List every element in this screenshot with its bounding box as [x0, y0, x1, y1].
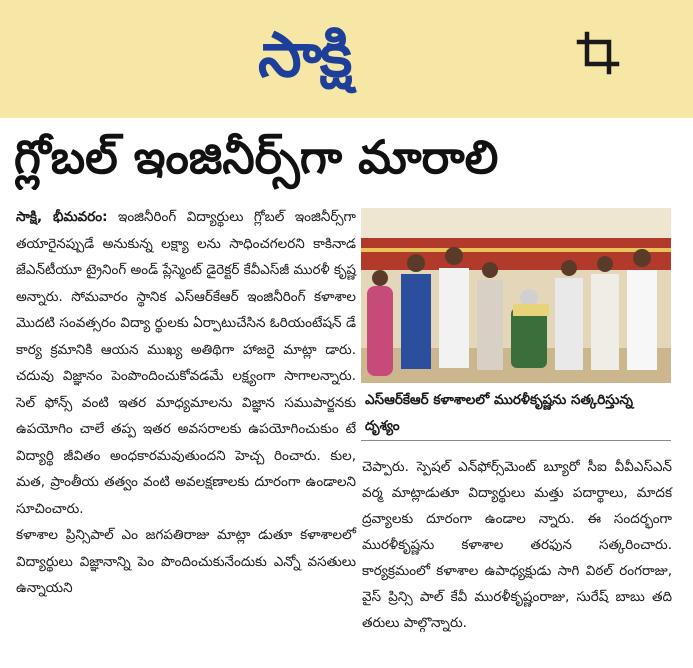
- article-paragraph-1-text: ఇంజినీరింగ్ విద్యార్థులు గ్లోబల్ ఇంజినీర్స్‌గా తయారైనప్పుడే అనుకున్న లక్ష్యా లను సాధించగలరని కాకినాడ జేఎన్‌టీయూ ట్రైనింగ్ అండ్ ప్లేస్మెంట్ డైరెక్టర్ కేవీఎస్‌జీ మురళీ కృష్ణ అన్నారు. సోమవారం స్థానిక ఎస్‌ఆర్‌కేఆర్ ఇంజినీరింగ్ కళాశాల మొదటి సంవత్సరం విద్యా ర్థులకు ఏర్పాటుచేసిన ఓరియంటేషన్ డే కార్య క్రమానికి ఆయన ముఖ్య అతిథిగా హాజరై మాట్లా డారు. చదువు విజ్ఞానం పెంపొందించుకోవడమే లక్ష్యంగా సాగాలన్నారు. సెల్ ఫోన్స్ వంటి ఇతర మాధ్యమాలను విజ్ఞాన సముపార్జనకు ఉపయోగిం చాలే తప్ప ఇతర అవసరాలకు ఉపయోగించుకుం టే విద్యార్థి జీవితం అంధకారమవుతుందని హెచ్చ రించారు. కుల, మత, ప్రాంతీయ తత్వం వంటి అవలక్షణాలకు దూరంగా ఉండాలని సూచించారు.: [16, 209, 356, 517]
- photo-caption: ఎస్‌ఆర్‌కేఆర్ కళాశాలలో మురళీకృష్ణను సత్కరిస్తున్న దృశ్యం: [361, 385, 671, 441]
- article-headline: గ్లోబల్ ఇంజినీర్స్‌గా మారాలి: [14, 130, 499, 184]
- newspaper-logo: సాక్షి: [258, 18, 351, 91]
- crop-icon[interactable]: [575, 30, 621, 76]
- masthead: [0, 0, 693, 118]
- article-paragraph-1: [16, 204, 356, 522]
- article-photo: [361, 208, 671, 383]
- photo-illustration: [361, 208, 671, 383]
- article-left-column: [16, 204, 356, 602]
- article-right-column: [362, 454, 672, 636]
- article-paragraph-2: కళాశాల ప్రిన్సిపాల్ ఎం జగపతిరాజు మాట్లా డుతూ కళాశాలలో విద్యార్థులు విజ్ఞానాన్ని పెం పొందించుకునేందుకు ఎన్నో వసతులు ఉన్నాయని: [16, 527, 356, 596]
- article-paragraph-3: చెప్పారు. స్పెషల్ ఎన్‌ఫోర్స్‌మెంట్ బ్యూరో సీఐ వీవీఎస్ఎన్ వర్మ మాట్లాడుతూ విద్యార్థులు మత్తు పదార్థాలు, మాదక ద్రవ్యాలకు దూరంగా ఉండాల న్నారు. ఈ సందర్భంగా మురళీకృష్ణను కళాశాల తరఫున సత్కరించారు. కార్యక్రమంలో కళాశాల ఉపాధ్యక్షుడు సాగి విఠల్ రంగరాజు, వైస్ ప్రిన్సి పాల్ కేవీ మురళీకృష్ణంరాజు, సురేష్ బాబు తది తరులు పాల్గొన్నారు.: [362, 459, 672, 631]
- dateline: సాక్షి, భీమవరం:: [16, 209, 108, 225]
